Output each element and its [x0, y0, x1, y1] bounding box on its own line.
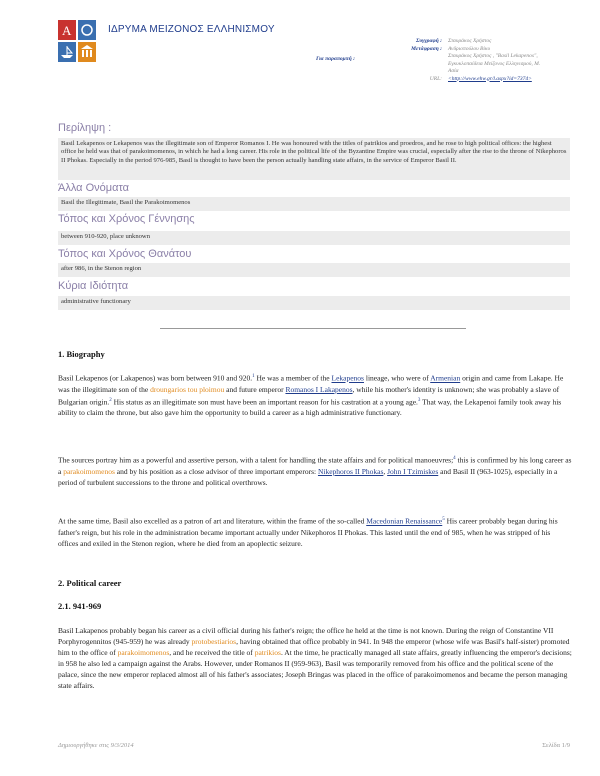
summary-heading: Περίληψη :	[58, 122, 112, 134]
death-box: after 986, in the Stenon region	[58, 263, 570, 277]
translation-label: Μετάφραση :	[411, 45, 442, 52]
author-label: Συγγραφή :	[416, 38, 442, 44]
link-nikephoros[interactable]: Nikephoros II Phokas	[317, 466, 384, 476]
footer-created: Δημιουργήθηκε στις 9/3/2014	[58, 742, 134, 749]
biography-paragraph-1: Basil Lekapenos (or Lakapenos) was born between 910 and 920.$^1$ He was a member of the Lekapenos lineage, who were of Armenian origin and came from Lakape. He was the illegitimate son of the droungarios tou ploimou and future emperor Romanos I Lakapenos, while his mother's identity is unknown; she was probably a slave of Bulgarian origin.$^2$ His status as an illegitimate son must have been an important reason for his castration at a young age.$^3$ That way, the Lekapenoi family took away his ability to claim the throne, but also gave him the opportunity to build a career as a high administrative functionary.	[58, 373, 564, 417]
logo-tile-red-icon	[58, 20, 76, 40]
period-941-969-heading: 2.1. 941-969	[58, 601, 102, 611]
term-patrikios[interactable]: patrikios	[254, 648, 281, 657]
footnote-4[interactable]: 4	[453, 456, 456, 461]
other-names-heading: Άλλα Ονόματα	[58, 182, 130, 194]
link-tzimiskes[interactable]: John I Tzimiskes	[387, 466, 439, 476]
link-romanos[interactable]: Romanos I Lakapenos	[285, 384, 353, 394]
identity-box: administrative functionary	[58, 296, 570, 310]
citation-meta	[382, 38, 548, 83]
url-row	[382, 76, 548, 84]
logo-tile-ship-icon	[58, 42, 76, 62]
citation-value: Σταυράκος Χρήστος , "Basil Lekapenos", Εγκυκλοπαίδεια Μείζονος Ελληνισμού, Μ. Ασία	[448, 53, 541, 74]
term-protobestiarios[interactable]: protobestiarios	[191, 637, 237, 646]
footnote-1[interactable]: 1	[252, 374, 255, 379]
birth-box: between 910-920, place unknown	[58, 231, 570, 245]
section-divider	[160, 328, 466, 329]
translation-value: Ανδριοπούλου Βίκυ	[448, 45, 491, 52]
author-row	[382, 38, 548, 46]
author-value: Σταυράκος Χρήστος	[448, 38, 492, 44]
link-armenian[interactable]: Armenian	[430, 373, 461, 383]
summary-box: Basil Lekapenos or Lekapenos was the illegitimate son of Emperor Romanos I. He was honoured with the titles of patrikios and proedros, and he rose to high political offices: the highest office he held was that of parakoimomenos, in which he had a long career. His role in the political life of the Byzantine Empire was crucial, especially after the rise to the throne of Nikephoros II Phokas. Especially in the period 976-985, Basil is thought to have been the person actually handling state affairs, in the service of Emperor Basil II.	[58, 138, 570, 180]
biography-paragraph-2: The sources portray him as a powerful and assertive person, with a talent for handling the state affairs and for political manoeuvres;$^4$ this is confirmed by his long career as a parakoimomenos and by his position as a close advisor of three important emperors: Nikephoros II Phokas, John I Tzimiskes and Basil II (963-1025), especially in a period of turbulent successions to the throne and political overthrows.	[58, 455, 572, 487]
url-link[interactable]: <http://www.ehw.gr/l.aspx?id=7374>	[448, 75, 532, 82]
logo-tile-blue-icon	[78, 20, 96, 40]
link-macedonian-renaissance[interactable]: Macedonian Renaissance	[366, 516, 443, 526]
link-lekapenos[interactable]: Lekapenos	[331, 373, 364, 383]
footer-page-number: Σελίδα 1/9	[542, 742, 570, 749]
term-parakoimomenos-2[interactable]: parakoimomenos	[117, 648, 170, 657]
death-heading: Τόπος και Χρόνος Θανάτου	[58, 248, 192, 260]
identity-heading: Κύρια Ιδιότητα	[58, 280, 129, 292]
biography-heading: 1. Biography	[58, 349, 105, 359]
birth-heading: Τόπος και Χρόνος Γέννησης	[58, 213, 195, 225]
citation-row	[382, 53, 548, 76]
political-paragraph-1: Basil Lakapenos probably began his career as a civil official during his father's reign; the office he held at the time is not known. During the reign of Constantine VII Porphyrogennitos (945-959) he was already protobestiarios, having obtained that office probably in 941. In 948 the emperor (whose wife was Basil's half-sister) promoted him to the office of parakoimomenos, and he received the title of patrikios. At the time, he practically managed all state affairs, greatly influencing the emperor's decisions; in 958 he also led a campaign against the Arabs. However, under Romanos II (959-963), Basil was temporarily removed from his office and the political scene of the palace, since the new emperor replaced almost all of his father's associates; Joseph Bringas was placed in the office of parakoimomenos and became the person managing state affairs.	[58, 626, 572, 690]
footnote-3[interactable]: 3	[417, 397, 421, 403]
other-names-box: Basil the Illegitimate, Basil the Parakoimomenos	[58, 197, 570, 211]
footnote-5[interactable]: 5	[442, 517, 445, 522]
term-droungarios[interactable]: droungarios tou ploimou	[150, 384, 225, 394]
url-label: URL:	[429, 75, 442, 82]
foundation-logo	[58, 20, 98, 64]
translation-row	[382, 46, 548, 54]
page-header	[58, 20, 548, 90]
logo-tile-temple-icon	[78, 42, 96, 62]
svg-text:A: A	[62, 23, 72, 38]
term-parakoimomenos[interactable]: parakoimomenos	[63, 466, 115, 476]
citation-label: Για παραπομπή :	[316, 56, 355, 62]
biography-paragraph-3: At the same time, Basil also excelled as a patron of art and literature, within the frame of the so-called Macedonian Renaissance$^5$ His career probably began during his father's reign, but his role in the administration became important actually under Nikephoros II Phokas. This lasted until the end of 985, when he was stripped of his offices and exiled in the Stenon region, where he died from an apoplectic seizure.	[58, 516, 558, 548]
org-title: ΙΔΡΥΜΑ ΜΕΙΖΟΝΟΣ ΕΛΛΗΝΙΣΜΟΥ	[108, 24, 275, 35]
footnote-2[interactable]: 2	[109, 397, 112, 403]
political-career-heading: 2. Political career	[58, 578, 122, 588]
